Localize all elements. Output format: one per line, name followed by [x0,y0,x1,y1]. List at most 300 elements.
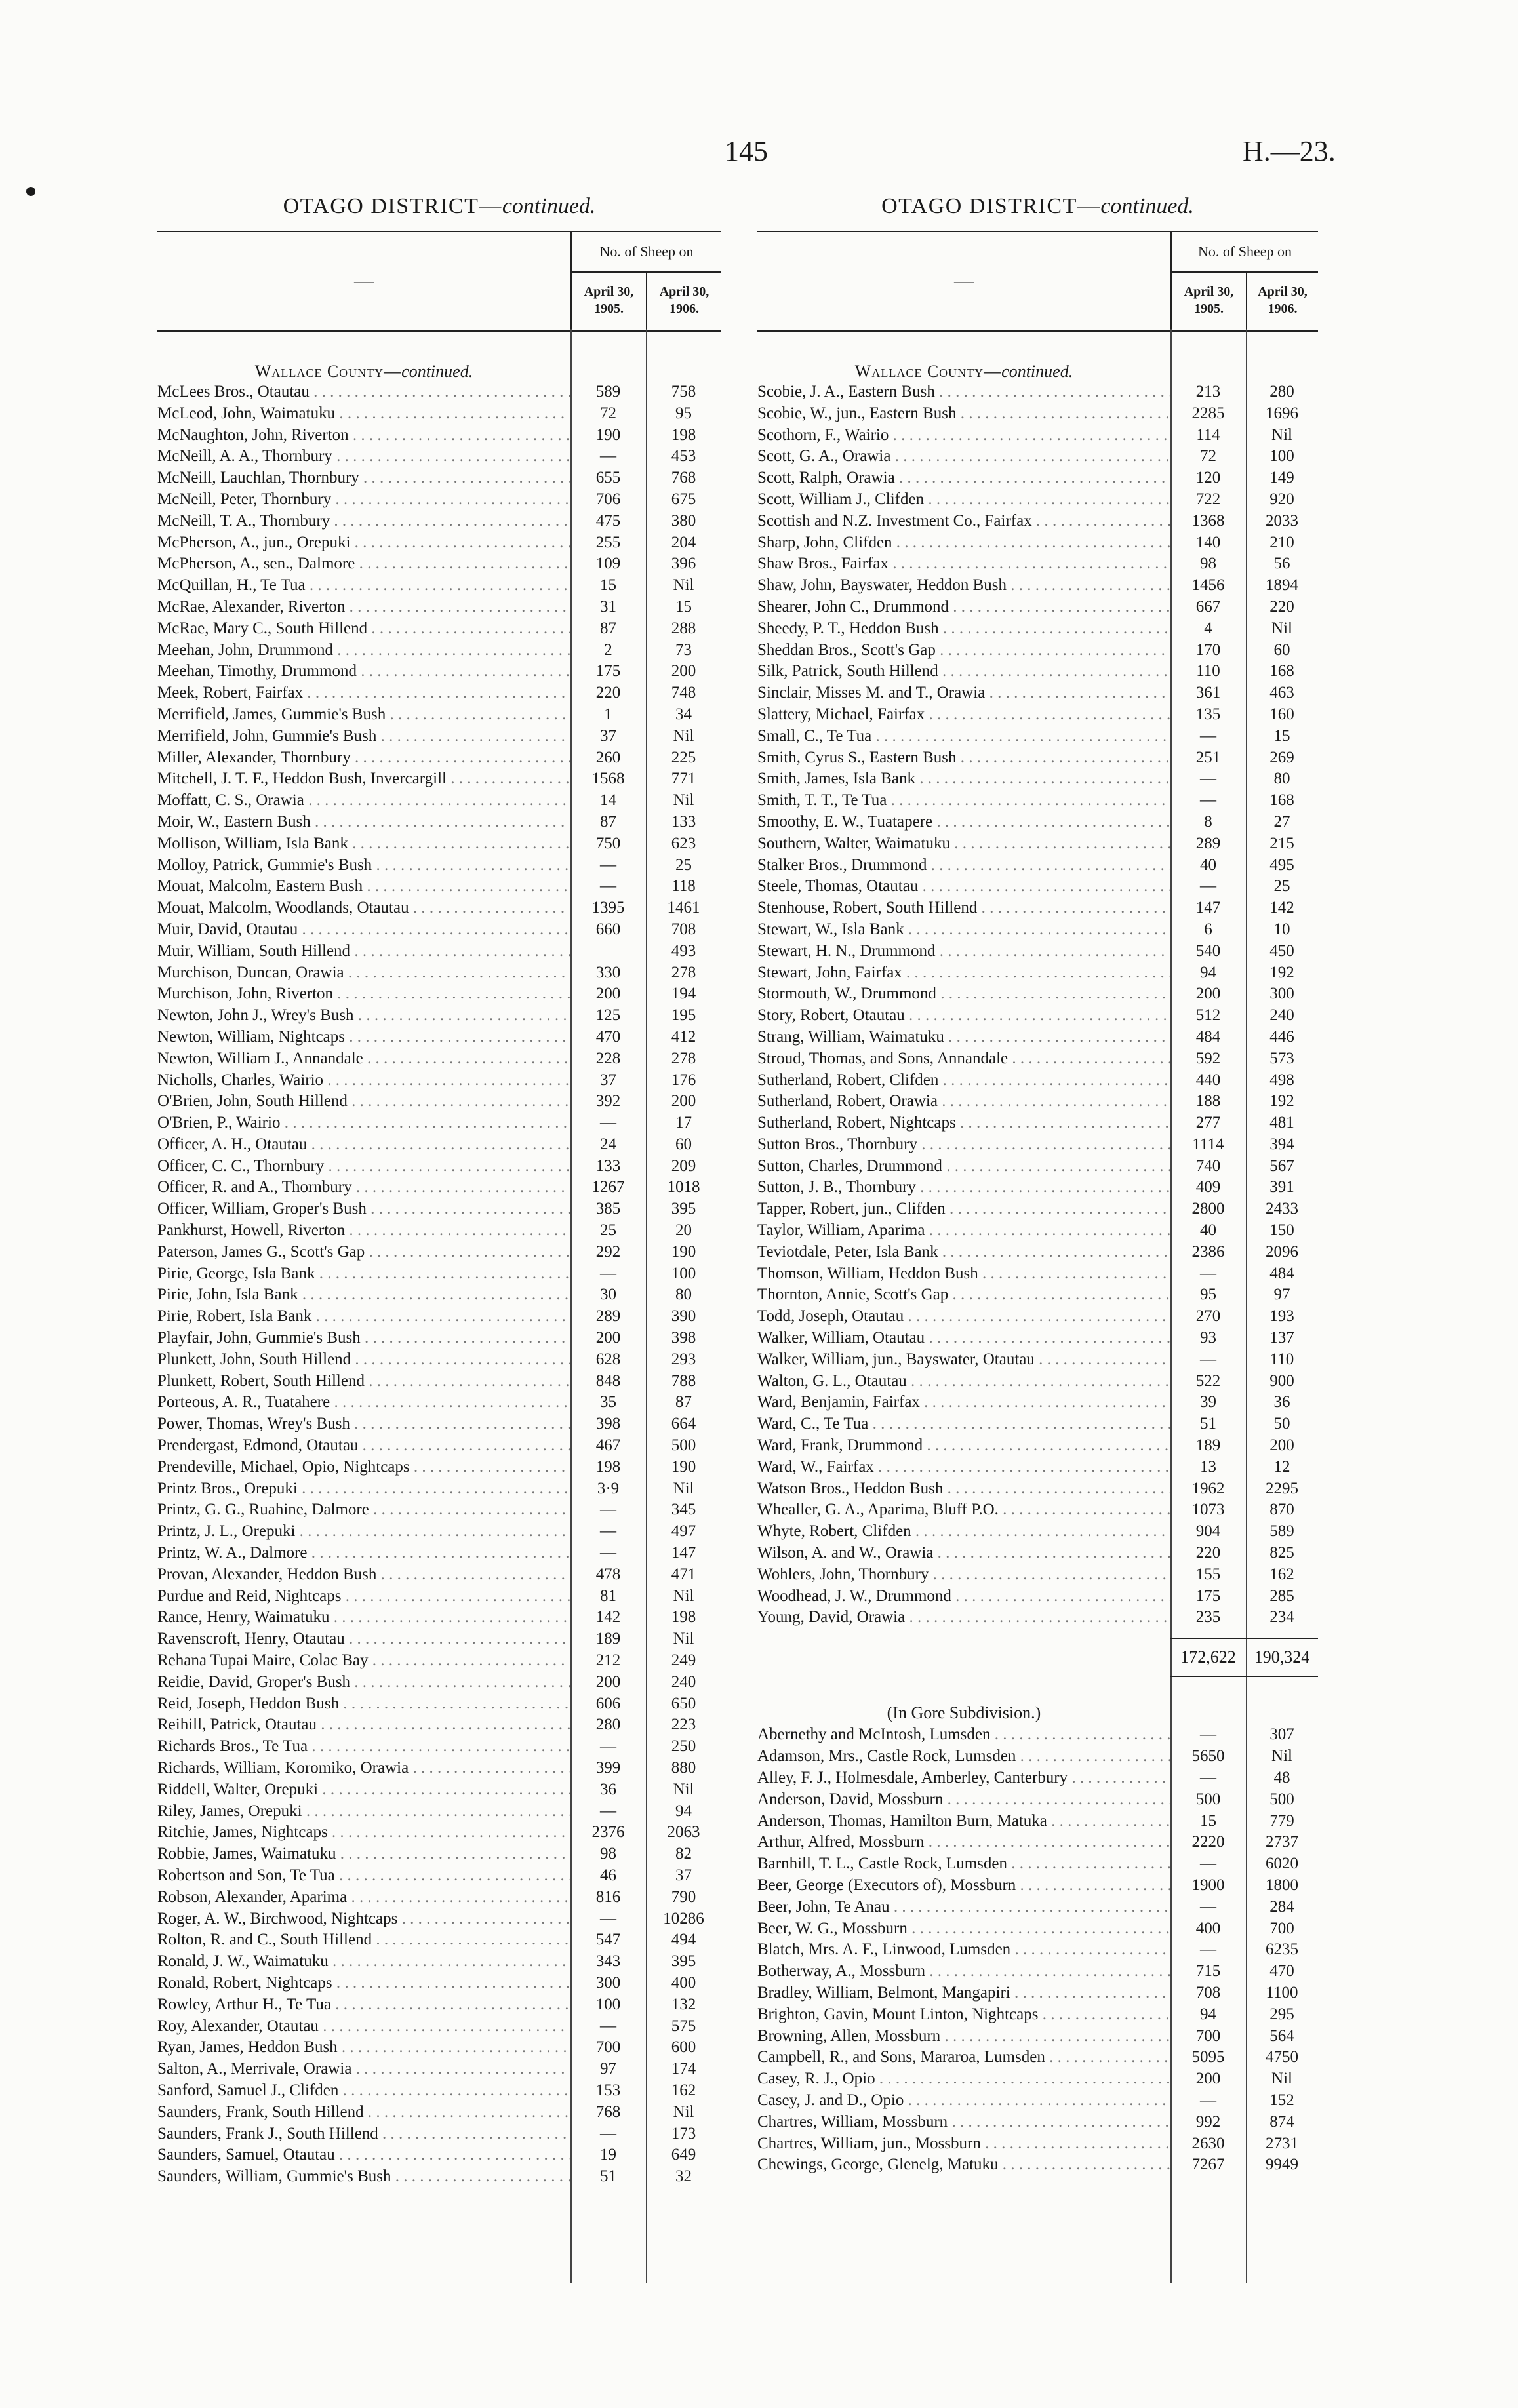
owner-name: Small, C., Te Tua . . . [757,726,1170,747]
owner-name: Chewings, George, Glenelg, Matuku . . . [757,2154,1170,2176]
sheep-1906: 380 [671,511,696,530]
sheep-1905: 135 [1195,705,1221,723]
section-heading: Wallace County—continued. [854,362,1073,381]
owner-name: Stormouth, W., Drummond . . . [757,983,1170,1005]
table-row [757,467,1318,489]
table-row [757,983,1318,1005]
sheep-1905: 213 [1195,383,1221,401]
name-column-header: — [354,270,374,292]
sheep-1905: — [1200,877,1216,896]
sheep-1905: — [600,1264,616,1282]
sheep-1906: 463 [1269,684,1294,702]
table-row [757,446,1318,467]
table-row [757,1961,1318,1983]
sheep-1906: 200 [671,662,696,681]
sheep-1906: 215 [1269,834,1294,852]
sheep-1905: — [600,1737,616,1756]
owner-name: Roy, Alexander, Otautau . . . [157,2016,570,2038]
sheep-1906: 132 [671,1995,696,2013]
owner-name: Smoothy, E. W., Tuatapere . . . [757,812,1170,833]
owner-name: Sutton, Charles, Drummond . . . [757,1156,1170,1177]
table-row [757,1263,1318,1285]
table-row [757,1724,1318,1746]
gore-rows [757,1724,1318,2176]
table-row [157,1650,721,1672]
table-row [157,919,721,941]
owner-name: Scobie, W., jun., Eastern Bush . . . [757,403,1170,425]
sheep-1906: 152 [1269,2091,1294,2109]
sheep-1905: 628 [595,1350,621,1368]
sheep-1906: 293 [671,1350,696,1368]
sheep-1905: — [1200,1855,1216,1873]
table-row [757,1478,1318,1500]
table-row [757,812,1318,833]
sheep-1905: 330 [595,963,621,981]
sheep-1905: 31 [600,597,616,616]
owner-name: Moir, W., Eastern Bush . . . [157,812,570,833]
table-row [157,511,721,532]
table-row [757,790,1318,812]
owner-name: Scott, Ralph, Orawia . . . [757,467,1170,489]
owner-name: Botherway, A., Mossburn . . . [757,1961,1170,1983]
sheep-1905: — [600,1909,616,1927]
owner-name: Stroud, Thomas, and Sons, Annandale . . . [757,1048,1170,1070]
sheep-1905: 100 [595,1995,621,2013]
sheep-1905: 200 [1195,985,1221,1003]
sheep-1905: 667 [1195,597,1221,616]
table-row [757,1070,1318,1092]
owner-name: Stalker Bros., Drummond . . . [757,855,1170,877]
sheep-1905: 36 [600,1780,616,1798]
sheep-1906: 675 [671,490,696,508]
table-row [157,2037,721,2059]
owner-name: Officer, R. and A., Thornbury . . . [157,1177,570,1198]
right-column-title: OTAGO DISTRICT—continued. [881,194,1194,218]
sheep-1906: 32 [675,2167,692,2186]
sheep-1905: 251 [1195,748,1221,766]
table-row [757,1897,1318,1918]
owner-name: Walker, William, jun., Bayswater, Otautau . . . [757,1349,1170,1371]
sheep-1906: 60 [1273,641,1290,659]
gore-subdivision-heading: (In Gore Subdivision.) [887,1703,1041,1723]
sheep-1905: 87 [600,812,616,831]
sheep-1906: 708 [671,920,696,938]
sheep-1906: 250 [671,1737,696,1756]
table-row [757,1005,1318,1027]
sheep-1906: 174 [671,2060,696,2078]
sheep-1906: 249 [671,1651,696,1670]
owner-name: Pirie, George, Isla Bank . . . [157,1263,570,1285]
table-row [157,1929,721,1951]
sheep-1906: 1461 [667,899,700,917]
sheep-1905: 98 [600,1845,616,1863]
sheep-1906: 168 [1269,662,1294,681]
owner-name: Riddell, Walter, Orepuki . . . [157,1779,570,1801]
sheep-1905: 478 [595,1565,621,1583]
sheep-1906: 137 [1269,1329,1294,1347]
owner-name: Ronald, J. W., Waimatuku . . . [157,1951,570,1973]
sheep-1906: 60 [675,1135,692,1153]
table-row [757,425,1318,446]
sheep-1905: 750 [595,834,621,852]
owner-name: Robbie, James, Waimatuku . . . [157,1844,570,1865]
sheep-1906: 771 [671,770,696,788]
owner-name: Meek, Robert, Fairfax . . . [157,682,570,704]
owner-name: McRae, Mary C., South Hillend . . . [157,618,570,640]
owner-name: Power, Thomas, Wrey's Bush . . . [157,1413,570,1435]
sheep-1905: 1568 [591,770,625,788]
sheep-1906: 493 [671,941,696,960]
owner-name: Pirie, Robert, Isla Bank . . . [157,1306,570,1328]
owner-name: Chartres, William, Mossburn . . . [757,2112,1170,2133]
sheep-1905: 270 [1195,1307,1221,1326]
sheep-1905: 155 [1195,1565,1221,1583]
sheep-1905: 440 [1195,1071,1221,1089]
owner-name: Story, Robert, Otautau . . . [757,1005,1170,1027]
owner-name: Nicholls, Charles, Wairio . . . [157,1070,570,1092]
owner-name: Young, David, Orawia . . . [757,1607,1170,1628]
table-row [157,2166,721,2188]
sheep-1906: 225 [671,748,696,766]
table-row [157,1177,721,1198]
sheep-1905: 512 [1195,1006,1221,1025]
table-row [757,1499,1318,1521]
table-row [757,1392,1318,1413]
sheep-1906: 73 [675,641,692,659]
sheep-1905: — [1200,1264,1216,1282]
sheep-1906: 173 [671,2124,696,2142]
table-row [757,2068,1318,2090]
sheep-1905: 37 [600,1071,616,1089]
date-1905-header: April 30, 1905. [570,273,646,330]
owner-name: Silk, Patrick, South Hillend . . . [757,661,1170,682]
owner-name: Walton, G. L., Otautau . . . [757,1371,1170,1392]
sheep-1906: 25 [675,856,692,874]
table-row [157,597,721,618]
sheep-1905: 300 [595,1973,621,1992]
owner-name: O'Brien, P., Wairio . . . [157,1113,570,1134]
sheep-1906: 100 [1269,447,1294,465]
sheep-1905: 706 [595,490,621,508]
table-row [757,768,1318,790]
sheep-1906: Nil [673,2102,694,2121]
table-row [157,1134,721,1156]
owner-name: Stewart, H. N., Drummond . . . [757,941,1170,962]
sheep-1906: 240 [1269,1006,1294,1025]
sheep-1905: 2376 [591,1823,625,1842]
sheep-1905: 13 [1200,1457,1216,1476]
table-row [757,618,1318,640]
sheep-1906: 87 [675,1393,692,1411]
sheep-1905: 19 [600,2146,616,2164]
table-row [757,1284,1318,1306]
sheep-1905: 289 [1195,834,1221,852]
sheep-1905: — [1200,1726,1216,1744]
sheep-1906: Nil [1271,2070,1292,2088]
owner-name: Rehana Tupai Maire, Colac Bay . . . [157,1650,570,1672]
owner-name: Shaw, John, Bayswater, Heddon Bush . . . [757,575,1170,597]
owner-name: Sheedy, P. T., Heddon Bush . . . [757,618,1170,640]
table-row [757,1832,1318,1853]
sheep-1905: — [1200,1897,1216,1916]
sheep-1905: 228 [595,1049,621,1067]
table-row [157,1607,721,1628]
sheep-1905: — [1200,791,1216,810]
sheep-1905: 188 [1195,1092,1221,1111]
table-row [757,661,1318,682]
owner-name: Chartres, William, jun., Mossburn . . . [757,2133,1170,2155]
sheep-1906: 10286 [663,1909,704,1927]
sheep-1905: 51 [600,2167,616,2186]
sheep-1906: 27 [1273,812,1290,831]
name-column-header: — [954,270,974,292]
sheep-1906: 168 [1269,791,1294,810]
owner-name: Casey, J. and D., Opio . . . [757,2090,1170,2112]
owner-name: Saunders, Samuel, Otautau . . . [157,2144,570,2166]
table-row [157,1413,721,1435]
sheep-1906: 564 [1269,2026,1294,2045]
sheep-1906: 9949 [1266,2156,1298,2174]
owner-name: Sharp, John, Clifden . . . [757,532,1170,554]
sheep-1905: — [600,2017,616,2035]
sheep-1906: 190 [671,1457,696,1476]
table-row [157,1457,721,1478]
sheep-1905: 606 [595,1694,621,1712]
owner-name: Paterson, James G., Scott's Gap . . . [157,1242,570,1263]
sheep-1906: Nil [673,1780,694,1798]
sheep-1905: 51 [1200,1415,1216,1433]
sheep-1906: 880 [671,1759,696,1777]
sheep-1906: 48 [1273,1768,1290,1786]
owner-name: McLees Bros., Otautau . . . [157,382,570,403]
sheep-1905: — [600,1522,616,1541]
sheep-1905: 500 [1195,1790,1221,1808]
sheep-1906: 396 [671,555,696,573]
table-row [157,1478,721,1500]
sheep-1906: 2433 [1266,1200,1298,1218]
sheep-1906: 80 [1273,770,1290,788]
sheep-1905: 2386 [1191,1242,1225,1261]
sheep-1905: — [1200,1768,1216,1786]
sheep-1905: 220 [1195,1544,1221,1562]
sheep-1906: 446 [1269,1027,1294,1046]
sheep-1905: 392 [595,1092,621,1111]
owner-name: Pankhurst, Howell, Riverton . . . [157,1220,570,1242]
table-row [757,833,1318,855]
table-row [157,1521,721,1543]
owner-name: Barnhill, T. L., Castle Rock, Lumsden . . . [757,1853,1170,1875]
owner-name: Rolton, R. and C., South Hillend . . . [157,1929,570,1951]
sheep-1906: 1800 [1266,1876,1298,1894]
sheep-1905: 1395 [591,899,625,917]
sheep-1905: 660 [595,920,621,938]
sheep-1905: 700 [595,2038,621,2057]
sheep-1905: 655 [595,469,621,487]
table-row [757,1306,1318,1328]
owner-name: Scobie, J. A., Eastern Bush . . . [757,382,1170,403]
owner-name: Merrifield, James, Gummie's Bush . . . [157,704,570,726]
table-row [157,1887,721,1908]
sheep-1906: 481 [1269,1114,1294,1132]
sheep-1905: 198 [595,1457,621,1476]
sheep-1906: 147 [671,1544,696,1562]
owner-name: McRae, Alexander, Riverton . . . [157,597,570,618]
table-row [757,1198,1318,1220]
sheep-1906: 94 [675,1802,692,1820]
table-row [157,790,721,812]
sheep-1905: 95 [1200,1286,1216,1304]
table-row [157,898,721,919]
sheep-1905: 255 [595,533,621,551]
owner-name: Printz, G. G., Ruahine, Dalmore . . . [157,1499,570,1521]
sheep-1905: 24 [600,1135,616,1153]
sheep-1906: 234 [1269,1608,1294,1627]
owner-name: Provan, Alexander, Heddon Bush . . . [157,1564,570,1586]
left-table-header [157,231,721,332]
table-row [757,1134,1318,1156]
table-row [157,1908,721,1930]
owner-name: Blatch, Mrs. A. F., Linwood, Lumsden . . . [757,1939,1170,1961]
sheep-1906: 240 [671,1672,696,1691]
owner-name: Saunders, Frank J., South Hillend . . . [157,2123,570,2145]
sheep-1906: 209 [671,1156,696,1175]
owner-name: Ritchie, James, Nightcaps . . . [157,1822,570,1844]
sheep-1906: 190 [671,1242,696,1261]
sheep-1906: 193 [1269,1307,1294,1326]
sheep-1905: 200 [1195,2070,1221,2088]
sheep-1905: 212 [595,1651,621,1670]
sheep-1906: 1894 [1266,576,1298,595]
table-row [157,1070,721,1092]
sheep-1906: 664 [671,1415,696,1433]
sheep-1906: 900 [1269,1372,1294,1390]
owner-name: Whealler, G. A., Aparima, Bluff P.O. . . . [757,1499,1170,1521]
owner-name: Murchison, John, Riverton . . . [157,983,570,1005]
sheep-1906: 162 [1269,1565,1294,1583]
sheep-1906: 471 [671,1565,696,1583]
owner-name: Roger, A. W., Birchwood, Nightcaps . . . [157,1908,570,1930]
table-row [157,489,721,511]
owner-name: Plunkett, John, South Hillend . . . [157,1349,570,1371]
margin-dot [26,187,35,196]
table-row [157,1586,721,1608]
table-row [757,1543,1318,1564]
sheep-1905: — [1200,1350,1216,1368]
owner-name: Sutherland, Robert, Orawia . . . [757,1091,1170,1113]
sheep-1905: 46 [600,1866,616,1884]
sheep-1906: 788 [671,1372,696,1390]
sheep-1906: 204 [671,533,696,551]
owner-name: Printz, W. A., Dalmore . . . [157,1543,570,1564]
sheep-1905: 289 [595,1307,621,1326]
sheep-1906: 17 [675,1114,692,1132]
table-row [157,2102,721,2123]
sheep-1905: 2800 [1191,1200,1225,1218]
sheep-1906: 398 [671,1329,696,1347]
sheep-1906: 650 [671,1694,696,1712]
sheep-1906: 300 [1269,985,1294,1003]
owner-name: McNaughton, John, Riverton . . . [157,425,570,446]
owner-name: Richards Bros., Te Tua . . . [157,1736,570,1758]
sheep-1906: 394 [1269,1135,1294,1153]
table-row [757,1853,1318,1875]
table-row [157,682,721,704]
owner-name: Wohlers, John, Thornbury . . . [757,1564,1170,1586]
sheep-1905: 848 [595,1372,621,1390]
owner-name: Strang, William, Waimatuku . . . [757,1027,1170,1048]
owner-name: Todd, Joseph, Otautau . . . [757,1306,1170,1328]
sheep-1905: 147 [1195,899,1221,917]
sheep-1906: 920 [1269,490,1294,508]
table-row [157,1865,721,1887]
sheep-1906: Nil [1271,425,1292,444]
table-row [757,1177,1318,1198]
table-row [757,898,1318,919]
sheep-1905: 142 [595,1608,621,1627]
owner-name: Rance, Henry, Waimatuku . . . [157,1607,570,1628]
table-row [157,1349,721,1371]
owner-name: Robertson and Son, Te Tua . . . [157,1865,570,1887]
table-row [157,1113,721,1134]
sheep-1906: 295 [1269,2005,1294,2023]
table-row [157,661,721,682]
owner-name: McNeill, Lauchlan, Thornbury . . . [157,467,570,489]
sheep-1906: 2033 [1266,511,1298,530]
sheep-1905: 904 [1195,1522,1221,1541]
table-row [757,1371,1318,1392]
owner-name: Printz Bros., Orepuki . . . [157,1478,570,1500]
owner-name: McPherson, A., jun., Orepuki . . . [157,532,570,554]
owner-name: McQuillan, H., Te Tua . . . [157,575,570,597]
sheep-1905: 1267 [591,1178,625,1196]
table-row [157,2144,721,2166]
table-row [157,1801,721,1823]
table-row [157,2123,721,2145]
sheep-1906: 12 [1273,1457,1290,1476]
table-row [757,919,1318,941]
sheep-1905: 190 [595,425,621,444]
sheep-1906: 2737 [1266,1833,1298,1851]
table-row [157,1198,721,1220]
sheep-1905: 992 [1195,2112,1221,2131]
owner-name: Porteous, A. R., Tuatahere . . . [157,1392,570,1413]
sheep-1906: 1018 [667,1178,700,1196]
owner-name: Shearer, John C., Drummond . . . [757,597,1170,618]
sheep-1905: 2285 [1191,404,1225,422]
table-row [157,833,721,855]
sheep-1906: 623 [671,834,696,852]
left-column-title: OTAGO DISTRICT—continued. [283,194,596,218]
sheep-1906: 500 [1269,1790,1294,1808]
sheep-1906: 110 [1269,1350,1294,1368]
sheep-1906: 450 [1269,941,1294,960]
table-row [757,489,1318,511]
table-row [757,1048,1318,1070]
sheep-1905: 170 [1195,641,1221,659]
sheep-1905: — [600,1802,616,1820]
table-row [157,1027,721,1048]
owner-name: Mouat, Malcolm, Eastern Bush . . . [157,876,570,898]
sheep-1906: 395 [671,1952,696,1971]
sheep-1906: 6020 [1266,1855,1298,1873]
table-row [157,941,721,962]
table-row [157,726,721,747]
owner-name: Merrifield, John, Gummie's Bush . . . [157,726,570,747]
owner-name: Reid, Joseph, Heddon Bush . . . [157,1693,570,1715]
owner-name: Stenhouse, Robert, South Hillend . . . [757,898,1170,919]
sheep-1906: 25 [1273,877,1290,896]
owner-name: Muir, William, South Hillend . . . [157,941,570,962]
